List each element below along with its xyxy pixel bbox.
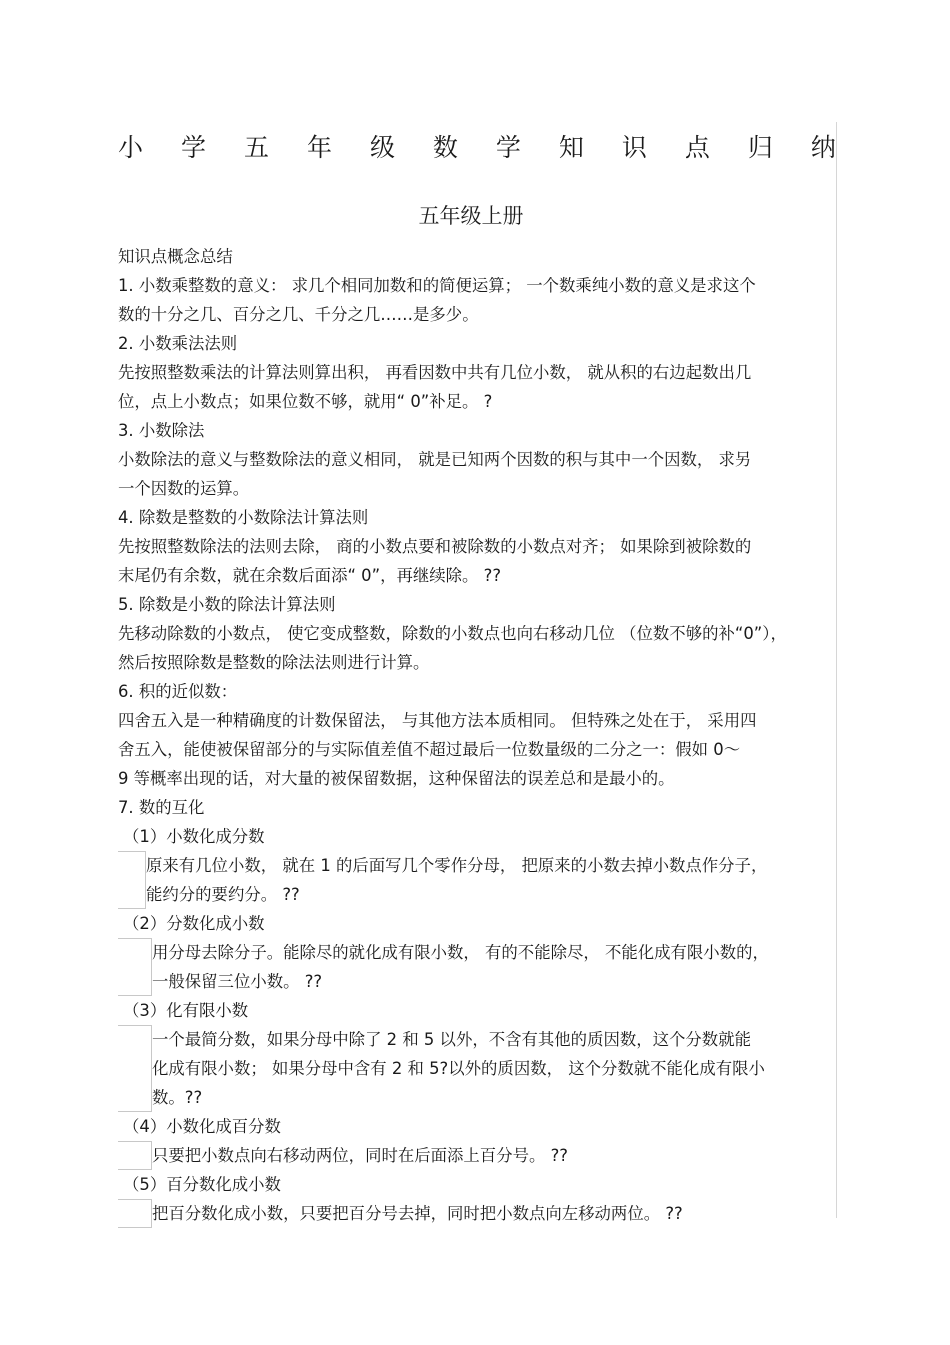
paragraph-line: 四舍五入是一种精确度的计数保留法， 与其他方法本质相同。 但特殊之处在于， 采用四	[118, 711, 757, 730]
subsection-body	[118, 1199, 838, 1228]
paragraph-line: 1. 小数乘整数的意义： 求几个相同加数和的简便运算； 一个数乘纯小数的意义是求这个	[118, 276, 756, 295]
paragraph-line: 3. 小数除法	[118, 421, 205, 440]
document-title	[118, 132, 836, 164]
subsection-line: 一个最简分数，如果分母中除了 2 和 5 以外，不含有其他的质因数，这个分数就能	[152, 1030, 751, 1049]
paragraph-line: 然后按照除数是整数的除法法则进行计算。	[118, 653, 430, 672]
paragraph-line: 5. 除数是小数的除法计算法则	[118, 595, 336, 614]
paragraph-line: 先按照整数乘法的计算法则算出积， 再看因数中共有几位小数， 就从积的右边起数出几	[118, 363, 752, 382]
subsection-line: 化成有限小数； 如果分母中含有 2 和 5?以外的质因数， 这个分数就不能化成有限小	[152, 1059, 765, 1078]
document-body	[118, 242, 838, 1228]
subsection-heading: （1）小数化成分数	[123, 827, 265, 846]
title-char: 识	[621, 133, 647, 162]
paragraph-line: 先移动除数的小数点， 使它变成整数，除数的小数点也向右移动几位 （位数不够的补“0”），	[118, 624, 787, 643]
paragraph-line: 9 等概率出现的话，对大量的被保留数据，这种保留法的误差总和是最小的。	[118, 769, 675, 788]
paragraph-line: 一个因数的运算。	[118, 479, 250, 498]
paragraph-line: 末尾仍有余数，就在余数后面添“ 0”，再继续除。 ??	[118, 566, 502, 585]
title-char: 学	[495, 133, 521, 162]
title-char: 数	[432, 133, 458, 162]
title-char: 点	[684, 133, 710, 162]
subsection-heading: （4）小数化成百分数	[123, 1117, 281, 1136]
subsection-line: 数。??	[152, 1088, 203, 1107]
paragraph-line: 位，点上小数点；如果位数不够，就用“ 0”补足。 ?	[118, 392, 493, 411]
paragraph-line: 6. 积的近似数：	[118, 682, 238, 701]
subsection-body	[118, 938, 838, 996]
subsection-line: 一般保留三位小数。 ??	[152, 972, 323, 991]
subsection-line: 只要把小数点向右移动两位，同时在后面添上百分号。 ??	[152, 1146, 568, 1165]
paragraph-line: 数的十分之几、百分之几、千分之几……是多少。	[118, 305, 479, 324]
title-char: 知	[558, 133, 584, 162]
paragraph-line: 舍五入，能使被保留部分的与实际值差值不超过最后一位数量级的二分之一：假如 0～	[118, 740, 741, 759]
indent-bracket	[118, 938, 152, 996]
title-char: 学	[180, 133, 206, 162]
subsection-line: 能约分的要约分。 ??	[146, 885, 300, 904]
subsection-line: 用分母去除分子。能除尽的就化成有限小数， 有的不能除尽， 不能化成有限小数的，	[152, 943, 769, 962]
title-char: 归	[747, 133, 773, 162]
paragraph-line: 2. 小数乘法法则	[118, 334, 238, 353]
subsection-body	[118, 1025, 838, 1112]
subsection-heading: （2）分数化成小数	[123, 914, 265, 933]
indent-bracket	[118, 851, 146, 909]
title-char: 小	[118, 133, 144, 162]
paragraph-line: 7. 数的互化	[118, 798, 205, 817]
title-char: 级	[369, 133, 395, 162]
section-heading: 知识点概念总结	[118, 247, 233, 266]
title-char: 年	[306, 133, 332, 162]
subsection-line: 把百分数化成小数，只要把百分号去掉，同时把小数点向左移动两位。 ??	[152, 1204, 683, 1223]
title-char: 纳	[810, 133, 836, 162]
paragraph-line: 先按照整数除法的法则去除， 商的小数点要和被除数的小数点对齐； 如果除到被除数的	[118, 537, 752, 556]
indent-bracket	[118, 1025, 152, 1112]
subsection-body	[118, 851, 838, 909]
subsection-heading: （5）百分数化成小数	[123, 1175, 281, 1194]
indent-bracket	[118, 1141, 152, 1170]
subsection-body	[118, 1141, 838, 1170]
subsection-line: 原来有几位小数， 就在 1 的后面写几个零作分母， 把原来的小数去掉小数点作分子，	[146, 856, 768, 875]
subsection-heading: （3）化有限小数	[123, 1001, 249, 1020]
document-subtitle: 五年级上册	[418, 204, 524, 228]
indent-bracket	[118, 1199, 152, 1228]
paragraph-line: 小数除法的意义与整数除法的意义相同， 就是已知两个因数的积与其中一个因数， 求另	[118, 450, 752, 469]
title-char: 五	[243, 133, 269, 162]
paragraph-line: 4. 除数是整数的小数除法计算法则	[118, 508, 369, 527]
